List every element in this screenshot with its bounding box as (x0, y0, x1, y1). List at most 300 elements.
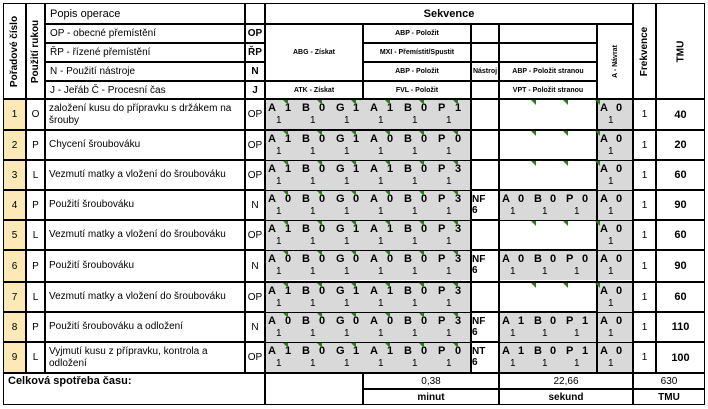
g1-char-4-9: 0 (421, 223, 428, 235)
legend-text-1: ŘP - řízené přemístění (45, 43, 245, 62)
marker-triangle (283, 283, 288, 288)
marker-triangle (531, 100, 536, 105)
g1-digit-5-0: 1 (276, 266, 282, 277)
row-seq-tool-cell (471, 99, 499, 130)
marker-triangle (385, 161, 390, 166)
g1-digit-6-3: 1 (378, 298, 384, 309)
row-description: založení kusu do přípravku s držákem na šrouby (45, 99, 245, 130)
row-tmu: 110 (656, 312, 705, 342)
marker-triangle (453, 161, 458, 166)
g1-digit-5-5: 1 (446, 266, 452, 277)
marker-triangle (283, 131, 288, 136)
g1-digit-0-0: 1 (276, 115, 282, 126)
g1-digit-7-0: 1 (276, 328, 282, 339)
g1-char-3-0: A (268, 193, 276, 205)
row-frequency: 1 (633, 220, 656, 250)
ret-char-6-1: 0 (616, 285, 623, 297)
g2-char-8-1: 1 (518, 345, 525, 357)
ret-digit-8-0: 1 (608, 358, 614, 369)
g2-char-5-3: 0 (550, 253, 557, 265)
row-tmu: 60 (656, 220, 705, 250)
marker-triangle (351, 161, 356, 166)
g1-char-1-2: B (302, 133, 310, 145)
marker-triangle (419, 313, 424, 318)
seq-fvl-polozit: FVL - Položit (363, 81, 471, 99)
g1-digit-4-4: 1 (412, 236, 418, 247)
marker-triangle (453, 313, 458, 318)
g1-char-4-7: 1 (387, 223, 394, 235)
marker-triangle (385, 131, 390, 136)
g1-char-0-9: 0 (421, 102, 428, 114)
g1-digit-3-1: 1 (310, 206, 316, 217)
g2-digit-3-0: 1 (510, 206, 516, 217)
g1-char-8-11: 0 (455, 345, 462, 357)
g1-char-4-0: A (268, 223, 276, 235)
row-tmu: 40 (656, 99, 705, 130)
ret-char-4-1: 0 (616, 223, 623, 235)
g1-digit-2-4: 1 (412, 176, 418, 187)
g1-digit-6-5: 1 (446, 298, 452, 309)
marker-triangle (453, 191, 458, 196)
marker-triangle (595, 100, 600, 105)
g1-char-8-5: 1 (353, 345, 360, 357)
legend-text-2: N - Použití nástroje (45, 62, 245, 81)
g1-char-4-5: 1 (353, 223, 360, 235)
legend-code-3: J (245, 81, 265, 99)
ret-char-2-0: A (600, 163, 608, 175)
g1-char-5-6: A (370, 253, 378, 265)
g1-char-0-0: A (268, 102, 276, 114)
g1-char-1-5: 1 (353, 133, 360, 145)
row-hand: L (26, 160, 45, 190)
g1-digit-1-2: 1 (344, 146, 350, 157)
g1-char-2-10: P (438, 163, 446, 175)
g1-char-1-1: 1 (285, 133, 292, 145)
header-popis-operace: Popis operace (45, 3, 245, 24)
seq-blank-place-2 (499, 43, 597, 62)
row-type: OP (245, 220, 265, 250)
g1-char-3-11: 3 (455, 193, 462, 205)
row-type: N (245, 190, 265, 220)
footer-sekund-label: sekund (499, 389, 633, 405)
ret-digit-2-0: 1 (608, 176, 614, 187)
marker-triangle (453, 131, 458, 136)
ret-char-4-0: A (600, 223, 608, 235)
row-tool: NF 6 (472, 316, 486, 338)
marker-triangle (283, 221, 288, 226)
g1-char-7-1: 0 (285, 315, 292, 327)
seq-mxi: MXI - Přemístit/Spustit (363, 43, 471, 62)
g1-char-7-7: 0 (387, 315, 394, 327)
marker-triangle (595, 221, 600, 226)
g1-digit-1-3: 1 (378, 146, 384, 157)
g1-digit-6-1: 1 (310, 298, 316, 309)
seq-a-navrat: A - Návrat (597, 24, 633, 99)
g1-digit-4-3: 1 (378, 236, 384, 247)
marker-triangle (595, 161, 600, 166)
g1-char-5-8: B (404, 253, 412, 265)
g1-char-4-8: B (404, 223, 412, 235)
marker-triangle (351, 283, 356, 288)
row-hand: L (26, 342, 45, 373)
seq-atk-ziskat: ATK - Získat (265, 81, 363, 99)
marker-triangle (317, 191, 322, 196)
g2-char-5-1: 0 (518, 253, 525, 265)
g1-char-7-11: 3 (455, 315, 462, 327)
marker-triangle (419, 251, 424, 256)
g2-digit-3-1: 1 (542, 206, 548, 217)
g1-digit-3-5: 1 (446, 206, 452, 217)
g1-char-6-1: 1 (285, 285, 292, 297)
row-frequency: 1 (633, 130, 656, 160)
row-hand: P (26, 250, 45, 282)
marker-triangle (563, 221, 568, 226)
ret-digit-6-0: 1 (608, 298, 614, 309)
footer-sekund-value: 22,66 (499, 373, 633, 389)
g1-char-2-6: A (370, 163, 378, 175)
marker-triangle (317, 161, 322, 166)
marker-triangle (317, 221, 322, 226)
g1-char-0-7: 1 (387, 102, 394, 114)
row-number: 9 (3, 342, 26, 373)
g2-digit-7-2: 1 (574, 328, 580, 339)
g1-digit-3-0: 1 (276, 206, 282, 217)
marker-triangle (595, 283, 600, 288)
g2-char-7-5: 1 (582, 315, 589, 327)
marker-triangle (283, 343, 288, 348)
g1-digit-7-4: 1 (412, 328, 418, 339)
g1-char-8-2: B (302, 345, 310, 357)
marker-triangle (283, 161, 288, 166)
g1-char-4-10: P (438, 223, 446, 235)
g1-char-4-11: 3 (455, 223, 462, 235)
g1-char-5-9: 0 (421, 253, 428, 265)
g1-char-7-0: A (268, 315, 276, 327)
g1-digit-5-4: 1 (412, 266, 418, 277)
row-description: Chycení šroubováku (45, 130, 245, 160)
g1-char-0-5: 1 (353, 102, 360, 114)
g1-char-6-3: 0 (319, 285, 326, 297)
g1-char-3-9: 0 (421, 193, 428, 205)
g2-char-3-2: B (534, 193, 542, 205)
g1-char-2-7: 1 (387, 163, 394, 175)
g1-digit-8-1: 1 (310, 358, 316, 369)
row-tool: NF 6 (472, 254, 486, 276)
marker-triangle (531, 221, 536, 226)
g1-char-4-3: 0 (319, 223, 326, 235)
g2-char-8-0: A (502, 345, 510, 357)
marker-triangle (453, 251, 458, 256)
g1-char-8-7: 1 (387, 345, 394, 357)
g1-char-5-11: 3 (455, 253, 462, 265)
marker-triangle (419, 343, 424, 348)
row-seq-place-cell (499, 130, 597, 160)
row-seq-place-cell (499, 99, 597, 130)
ret-digit-1-0: 1 (608, 146, 614, 157)
g1-char-1-11: 0 (455, 133, 462, 145)
marker-triangle (419, 161, 424, 166)
g1-char-7-6: A (370, 315, 378, 327)
marker-triangle (419, 100, 424, 105)
g1-digit-5-1: 1 (310, 266, 316, 277)
g1-digit-4-1: 1 (310, 236, 316, 247)
marker-triangle (317, 131, 322, 136)
row-type: N (245, 250, 265, 282)
g1-char-8-1: 1 (285, 345, 292, 357)
g1-char-3-5: 0 (353, 193, 360, 205)
g1-char-5-7: 0 (387, 253, 394, 265)
marker-triangle (283, 313, 288, 318)
g1-char-6-6: A (370, 285, 378, 297)
row-frequency: 1 (633, 160, 656, 190)
ret-char-3-1: 0 (616, 193, 623, 205)
row-type: OP (245, 282, 265, 312)
marker-triangle (385, 283, 390, 288)
g1-char-0-8: B (404, 102, 412, 114)
marker-triangle (531, 131, 536, 136)
g2-char-3-1: 0 (518, 193, 525, 205)
g1-char-3-3: 0 (319, 193, 326, 205)
g1-digit-0-3: 1 (378, 115, 384, 126)
g1-char-5-1: 0 (285, 253, 292, 265)
g1-digit-1-1: 1 (310, 146, 316, 157)
marker-triangle (419, 191, 424, 196)
row-description: Použití šroubováku (45, 190, 245, 220)
row-frequency: 1 (633, 99, 656, 130)
g1-char-7-10: P (438, 315, 446, 327)
row-tmu: 90 (656, 250, 705, 282)
g2-char-7-3: 0 (550, 315, 557, 327)
ret-char-2-1: 0 (616, 163, 623, 175)
g1-char-4-6: A (370, 223, 378, 235)
g2-char-8-4: P (566, 345, 574, 357)
legend-code-2: N (245, 62, 265, 81)
row-description: Vezmutí matky a vložení do šroubováku (45, 220, 245, 250)
g1-digit-1-0: 1 (276, 146, 282, 157)
row-description: Použití šroubováku (45, 250, 245, 282)
row-tmu: 60 (656, 282, 705, 312)
row-number: 4 (3, 190, 26, 220)
marker-triangle (385, 191, 390, 196)
g1-digit-8-5: 1 (446, 358, 452, 369)
g1-char-1-4: G (336, 133, 345, 145)
ret-digit-5-0: 1 (608, 266, 614, 277)
g2-char-3-4: P (566, 193, 574, 205)
marker-triangle (563, 283, 568, 288)
g1-char-2-8: B (404, 163, 412, 175)
header-frekvence: Frekvence (633, 3, 656, 99)
row-number: 5 (3, 220, 26, 250)
seq-blank-tool-4 (471, 81, 499, 99)
ret-char-7-1: 0 (616, 315, 623, 327)
marker-triangle (283, 191, 288, 196)
g1-char-6-8: B (404, 285, 412, 297)
seq-abp-polozit-top: ABP - Položit (363, 24, 471, 43)
g1-digit-2-3: 1 (378, 176, 384, 187)
g2-char-5-5: 0 (582, 253, 589, 265)
g1-char-5-3: 0 (319, 253, 326, 265)
g1-char-3-10: P (438, 193, 446, 205)
ret-char-8-1: 0 (616, 345, 623, 357)
marker-triangle (385, 343, 390, 348)
row-description: Vyjmutí kusu z přípravku, kontrola a odložení (45, 342, 245, 373)
marker-triangle (595, 131, 600, 136)
g2-char-5-0: A (502, 253, 510, 265)
g1-char-6-10: P (438, 285, 446, 297)
seq-abg-ziskat: ABG - Získat (265, 24, 363, 81)
row-hand: P (26, 312, 45, 342)
row-tmu: 60 (656, 160, 705, 190)
row-number: 2 (3, 130, 26, 160)
row-hand: L (26, 220, 45, 250)
g1-char-6-9: 0 (421, 285, 428, 297)
g1-char-0-11: 1 (455, 102, 462, 114)
row-tool: NT 6 (472, 346, 486, 368)
g1-digit-0-5: 1 (446, 115, 452, 126)
g2-digit-3-2: 1 (574, 206, 580, 217)
g1-digit-3-4: 1 (412, 206, 418, 217)
marker-triangle (351, 100, 356, 105)
g1-digit-0-4: 1 (412, 115, 418, 126)
g1-char-0-4: G (336, 102, 345, 114)
g1-digit-7-5: 1 (446, 328, 452, 339)
g2-char-3-0: A (502, 193, 510, 205)
g1-char-6-7: 1 (387, 285, 394, 297)
legend-text-0: OP - obecné přemístění (45, 24, 245, 43)
marker-triangle (385, 100, 390, 105)
g2-char-7-0: A (502, 315, 510, 327)
seq-blank-tool-2 (471, 43, 499, 62)
g1-char-7-9: 0 (421, 315, 428, 327)
seq-vpt-polozit-stranou: VPT - Položit stranou (499, 81, 597, 99)
legend-text-3: J - Jeřáb Č - Procesní čas (45, 81, 245, 99)
footer-tmu-label: TMU (633, 389, 705, 405)
ret-char-0-0: A (600, 102, 608, 114)
marker-triangle (283, 100, 288, 105)
marker-triangle (385, 221, 390, 226)
row-number: 8 (3, 312, 26, 342)
legend-code-1: ŘP (245, 43, 265, 62)
seq-abp-polozit-n: ABP - Položit (363, 62, 471, 81)
row-tmu: 20 (656, 130, 705, 160)
marker-triangle (283, 251, 288, 256)
marker-triangle (385, 313, 390, 318)
g2-digit-5-0: 1 (510, 266, 516, 277)
row-seq-tool-cell (471, 160, 499, 190)
g1-digit-2-2: 1 (344, 176, 350, 187)
row-tmu: 90 (656, 190, 705, 220)
row-hand: O (26, 99, 45, 130)
g1-char-3-4: G (336, 193, 345, 205)
footer-label: Celková spotřeba času: (3, 373, 265, 405)
header-poradove-cislo: Pořadové číslo (3, 3, 26, 99)
header-sekvence: Sekvence (265, 3, 633, 24)
g1-char-1-9: 0 (421, 133, 428, 145)
g1-char-6-11: 3 (455, 285, 462, 297)
g1-digit-6-4: 1 (412, 298, 418, 309)
row-tmu: 100 (656, 342, 705, 373)
ret-digit-7-0: 1 (608, 328, 614, 339)
g1-char-8-3: 0 (319, 345, 326, 357)
g1-digit-1-4: 1 (412, 146, 418, 157)
g1-char-8-0: A (268, 345, 276, 357)
header-pouziti-rukou: Použití rukou (26, 3, 45, 99)
marker-triangle (419, 221, 424, 226)
marker-triangle (531, 283, 536, 288)
marker-triangle (351, 191, 356, 196)
g1-char-3-7: 0 (387, 193, 394, 205)
seq-abp-polozit-stranou: ABP - Položit stranou (499, 62, 597, 81)
g1-digit-6-2: 1 (344, 298, 350, 309)
marker-triangle (317, 283, 322, 288)
row-type: OP (245, 99, 265, 130)
g1-digit-2-5: 1 (446, 176, 452, 187)
g1-char-2-0: A (268, 163, 276, 175)
g1-digit-0-2: 1 (344, 115, 350, 126)
g2-char-7-1: 1 (518, 315, 525, 327)
g1-char-0-2: B (302, 102, 310, 114)
marker-triangle (317, 100, 322, 105)
g1-char-6-5: 1 (353, 285, 360, 297)
row-number: 7 (3, 282, 26, 312)
row-type: OP (245, 342, 265, 373)
g1-char-6-4: G (336, 285, 345, 297)
g1-char-7-4: G (336, 315, 345, 327)
g1-digit-8-2: 1 (344, 358, 350, 369)
ret-digit-4-0: 1 (608, 236, 614, 247)
row-hand: P (26, 130, 45, 160)
row-frequency: 1 (633, 342, 656, 373)
g1-char-4-4: G (336, 223, 345, 235)
g1-digit-8-4: 1 (412, 358, 418, 369)
g1-char-0-6: A (370, 102, 378, 114)
row-frequency: 1 (633, 312, 656, 342)
g1-char-1-6: A (370, 133, 378, 145)
g1-char-2-9: 0 (421, 163, 428, 175)
row-number: 6 (3, 250, 26, 282)
row-description: Vezmutí matky a vložení do šroubováku (45, 160, 245, 190)
g1-digit-7-2: 1 (344, 328, 350, 339)
row-type: OP (245, 130, 265, 160)
row-seq-place-cell (499, 282, 597, 312)
g1-digit-2-1: 1 (310, 176, 316, 187)
g1-char-1-10: P (438, 133, 446, 145)
g1-digit-3-3: 1 (378, 206, 384, 217)
g1-char-7-8: B (404, 315, 412, 327)
row-tool: NF 6 (472, 194, 486, 216)
header-tmu: TMU (656, 3, 705, 99)
g1-digit-0-1: 1 (310, 115, 316, 126)
row-hand: L (26, 282, 45, 312)
row-description: Použití šroubováku a odložení (45, 312, 245, 342)
row-seq-tool-cell (471, 220, 499, 250)
g1-digit-3-2: 1 (344, 206, 350, 217)
marker-triangle (453, 283, 458, 288)
row-frequency: 1 (633, 190, 656, 220)
g2-digit-8-0: 1 (510, 358, 516, 369)
g2-char-8-3: 0 (550, 345, 557, 357)
row-seq-place-cell (499, 160, 597, 190)
marker-triangle (317, 343, 322, 348)
row-number: 1 (3, 99, 26, 130)
g1-char-2-1: 1 (285, 163, 292, 175)
footer-tmu-value: 630 (633, 373, 705, 389)
marker-triangle (351, 313, 356, 318)
g2-char-8-5: 1 (582, 345, 589, 357)
marker-triangle (453, 221, 458, 226)
footer-blank-1 (265, 373, 363, 405)
g1-digit-8-0: 1 (276, 358, 282, 369)
